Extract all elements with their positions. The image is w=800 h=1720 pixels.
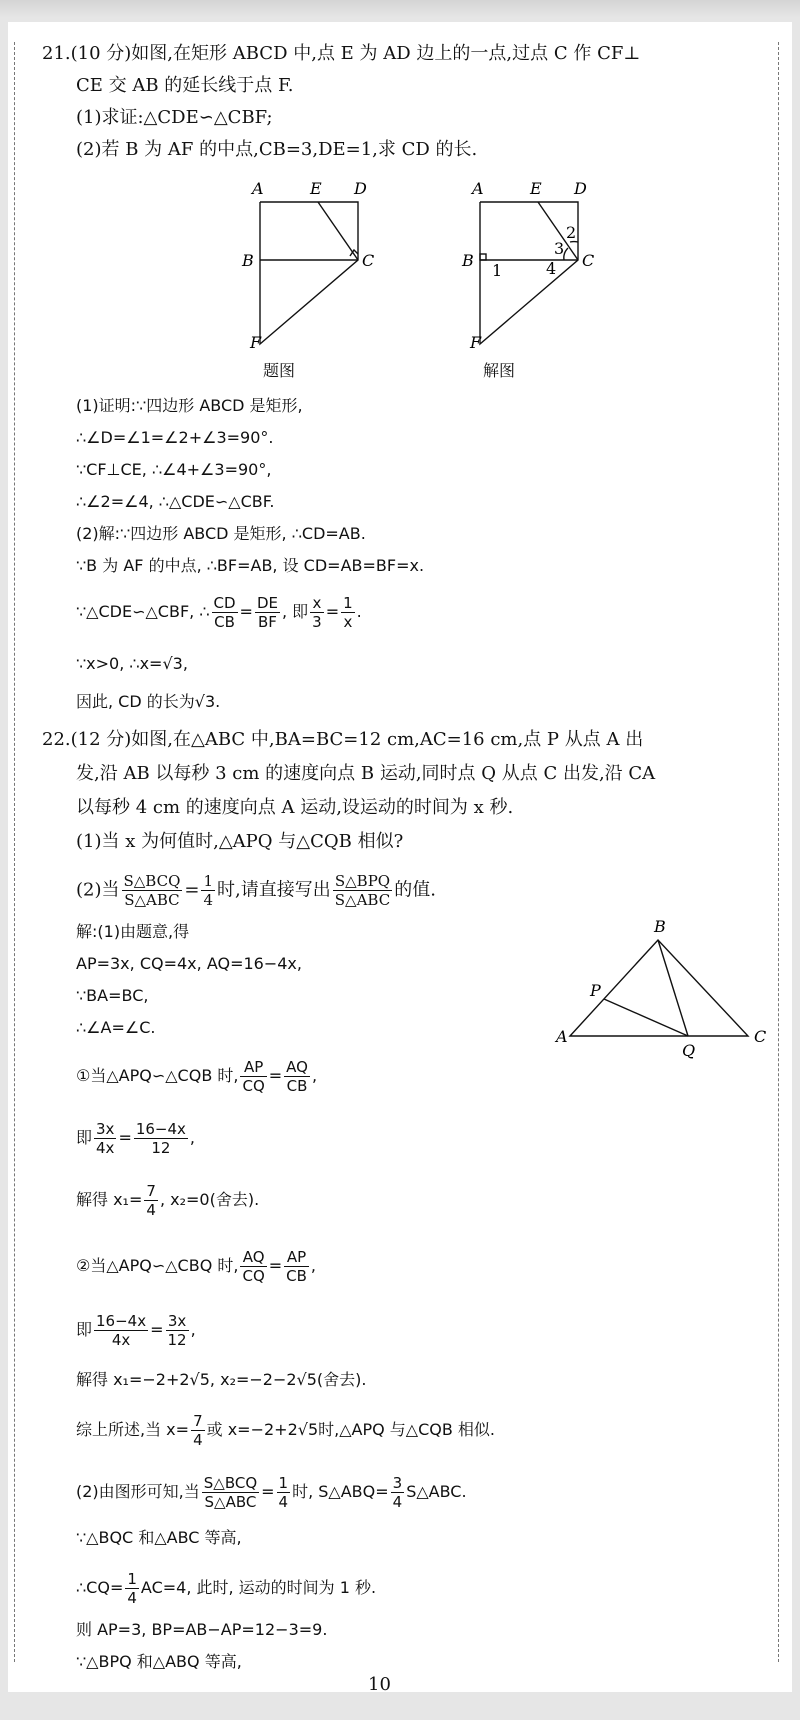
q21-sol-4: ∴∠2=∠4, ∴△CDE∽△CBF. (76, 492, 275, 511)
q21-part-2: (2)若 B 为 AF 的中点,CB=3,DE=1,求 CD 的长. (76, 139, 478, 160)
q22-sol-13: ∵△BQC 和△ABC 等高, (76, 1528, 242, 1547)
q22-sol-4: ∴∠A=∠C. (76, 1018, 156, 1037)
q22-sol-1: 解:(1)由题意,得 (76, 922, 190, 941)
fig2-label-d: D (574, 179, 587, 198)
fig1-label-d: D (354, 179, 367, 198)
fig1-ec (318, 202, 358, 260)
q21-sol-3: ∵CF⊥CE, ∴∠4+∠3=90°, (76, 460, 272, 479)
fig2-caption: 解图 (483, 361, 516, 380)
q21-sol-7: ∵△CDE∽△CBF, ∴ $\frac{CD}{CB}$ = $\frac{DE}{BF}$ , 即 $\frac{x}{3}$ = $\frac{1}{x}$ . (76, 594, 362, 631)
fig2-angle-1: 1 (492, 261, 503, 280)
q21-part-1: (1)求证:△CDE∽△CBF; (76, 107, 273, 128)
q21-sol-8: ∵x>0, ∴x=√3, (76, 654, 188, 673)
q21-figure-solution (458, 174, 598, 350)
q22-sol-15: 则 AP=3, BP=AB−AP=12−3=9. (76, 1620, 328, 1639)
top-shade (0, 0, 800, 18)
tri-label-c: C (754, 1027, 767, 1046)
q21-sol-5: (2)解:∵四边形 ABCD 是矩形, ∴CD=AB. (76, 524, 366, 543)
q21-sol-1: (1)证明:∵四边形 ABCD 是矩形, (76, 396, 303, 415)
q21-line-2: CE 交 AB 的延长线于点 F. (76, 75, 294, 96)
tri-label-q: Q (682, 1041, 696, 1060)
q22-line-2: 发,沿 AB 以每秒 3 cm 的速度向点 B 运动,同时点 Q 从点 C 出发,沿 CA (76, 763, 656, 784)
fig1-label-f: F (250, 333, 262, 350)
q22-sol-7: 解得 x₁= $\frac{7}{4}$ , x₂=0(舍去). (76, 1182, 260, 1219)
q22-sol-5: ①当△APQ∽△CQB 时, $\frac{AP}{CQ}$ = $\frac{AQ}{CB}$ , (76, 1058, 318, 1095)
fig2-angle-2: 2 (566, 223, 577, 242)
q21-line-1: 21.(10 分)如图,在矩形 ABCD 中,点 E 为 AD 边上的一点,过点 C 作 CF⊥ (42, 43, 641, 64)
q22-sol-11: 综上所述,当 x= $\frac{7}{4}$ 或 x=−2+2√5时,△APQ 与△CQB 相似. (76, 1412, 496, 1449)
q21-sol-2: ∴∠D=∠1=∠2+∠3=90°. (76, 428, 274, 447)
fig2-label-f: F (470, 333, 482, 350)
document-page (8, 22, 792, 1695)
q21-sol-9: 因此, CD 的长为√3. (76, 692, 221, 711)
fig2-label-e: E (530, 179, 542, 198)
q22-sol-14: ∴CQ= $\frac{1}{4}$ AC=4, 此时, 运动的时间为 1 秒. (76, 1570, 377, 1607)
tri-label-p: P (590, 981, 601, 1000)
segment-bq (658, 940, 688, 1036)
q22-triangle-figure (548, 902, 778, 1072)
q22-sol-16: ∵△BPQ 和△ABQ 等高, (76, 1652, 242, 1671)
fig2-label-c: C (582, 251, 595, 270)
q22-sol-6: 即 $\frac{3x}{4x}$ = $\frac{16-4x}{12}$ , (76, 1120, 196, 1157)
q22-sol-2: AP=3x, CQ=4x, AQ=16−4x, (76, 954, 302, 973)
q22-line-3: 以每秒 4 cm 的速度向点 A 运动,设运动的时间为 x 秒. (76, 797, 514, 818)
fig2-angle-4: 4 (546, 259, 557, 278)
tri-label-b: B (654, 917, 666, 936)
left-margin-line (14, 42, 15, 1662)
q21-figure-problem (238, 174, 378, 350)
q22-part-1: (1)当 x 为何值时,△APQ 与△CQB 相似? (76, 831, 404, 852)
fig1-outline (260, 202, 358, 344)
q22-sol-10: 解得 x₁=−2+2√5, x₂=−2−2√5(舍去). (76, 1370, 367, 1389)
tri-label-a: A (556, 1027, 568, 1046)
q22-part-2: (2)当 $\frac{\text{S△BCQ}}{\text{S△ABC}}$ = $\frac{1}{4}$ 时,请直接写出 $\frac{\text{S△BPQ}}{\text{S△ABC}}$ 的值. (76, 872, 436, 909)
fig1-label-e: E (310, 179, 322, 198)
q22-line-1: 22.(12 分)如图,在△ABC 中,BA=BC=12 cm,AC=16 cm,点 P 从点 A 出 (42, 729, 644, 750)
fig1-label-a: A (252, 179, 264, 198)
fig1-caption: 题图 (263, 361, 296, 380)
segment-pq (604, 999, 688, 1036)
q22-sol-12: (2)由图形可知,当 $\frac{\text{S△BCQ}}{\text{S△ABC}}$ = $\frac{1}{4}$ 时, S△ABQ= $\frac{3}{4}$ S△ABC. (76, 1474, 467, 1511)
fig2-label-a: A (472, 179, 484, 198)
right-margin-line (778, 42, 779, 1662)
fig1-label-c: C (362, 251, 375, 270)
fig2-label-b: B (462, 251, 474, 270)
q22-sol-8: ②当△APQ∽△CBQ 时, $\frac{AQ}{CQ}$ = $\frac{AP}{CB}$ , (76, 1248, 317, 1285)
fig1-label-b: B (242, 251, 254, 270)
q22-sol-9: 即 $\frac{16-4x}{4x}$ = $\frac{3x}{12}$ , (76, 1312, 196, 1349)
q21-sol-6: ∵B 为 AF 的中点, ∴BF=AB, 设 CD=AB=BF=x. (76, 556, 425, 575)
q22-sol-3: ∵BA=BC, (76, 986, 149, 1005)
page-number: 10 (368, 1674, 391, 1695)
fig2-angle-3: 3 (554, 239, 565, 258)
